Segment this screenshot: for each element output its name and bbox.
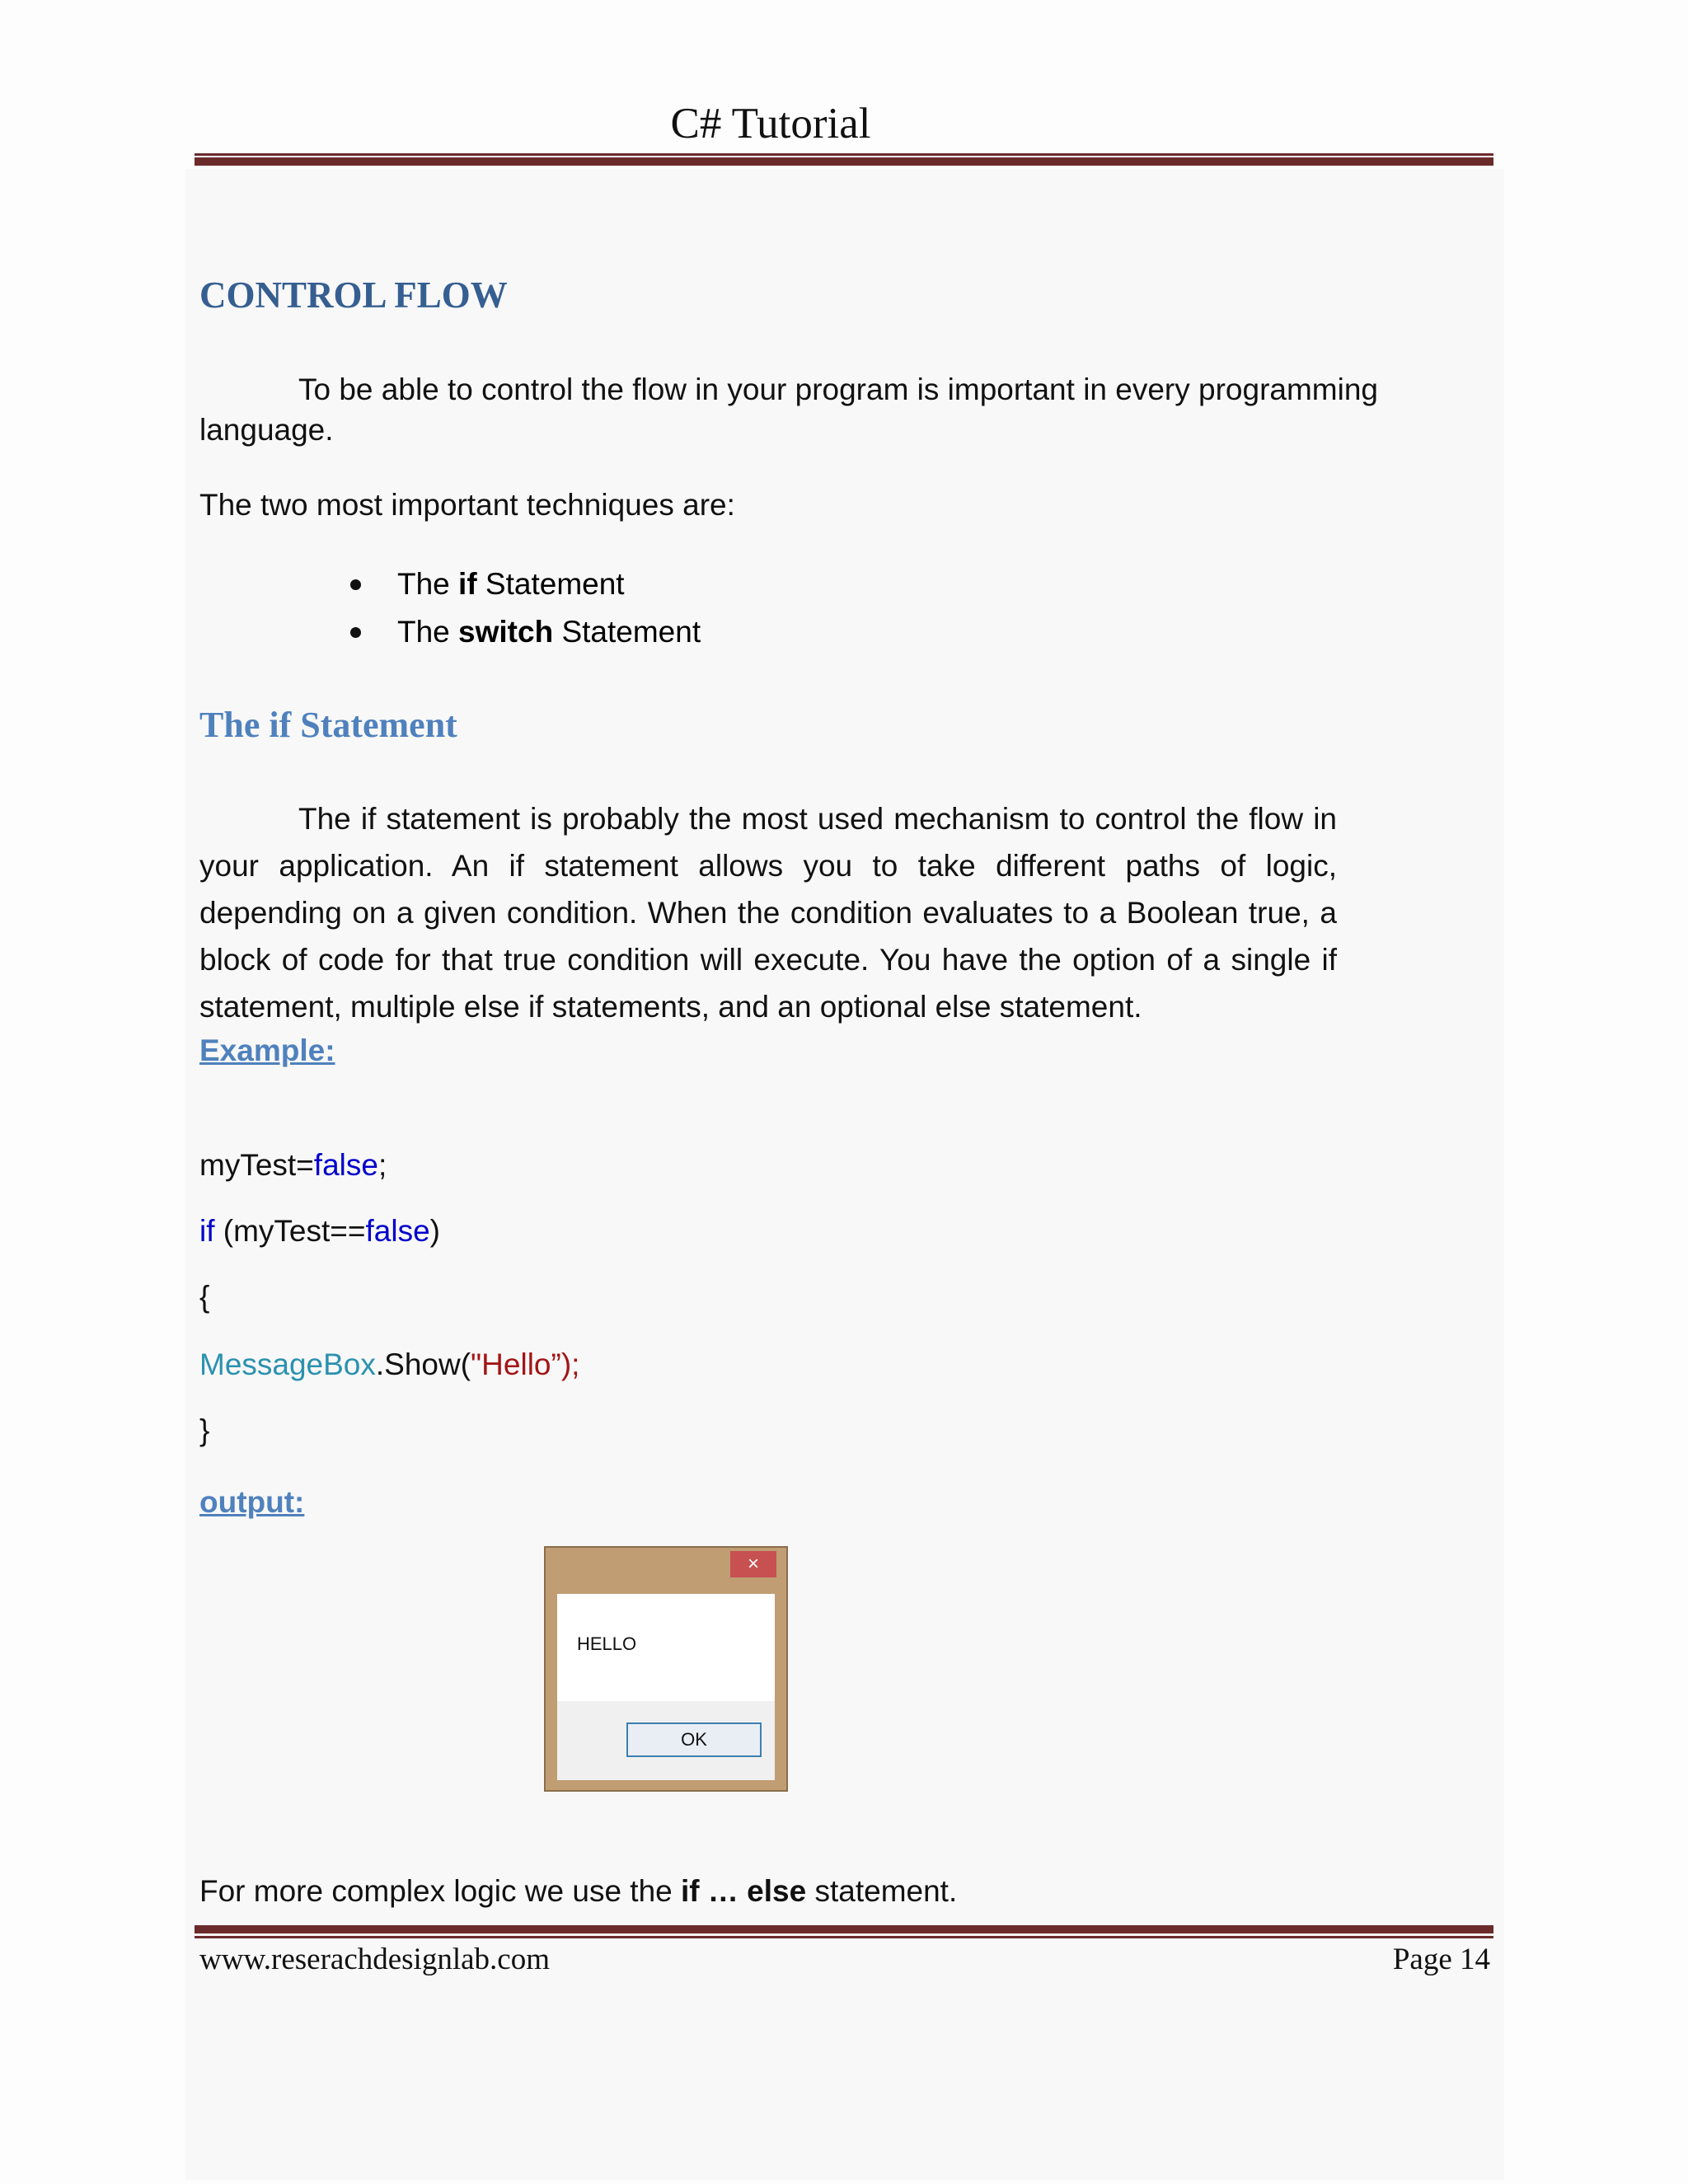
closing-sentence: For more complex logic we use the if … else statement. <box>199 1874 958 1908</box>
example-label: Example: <box>199 1033 335 1067</box>
output-label: output: <box>199 1485 305 1519</box>
header-rule-thick <box>195 157 1493 166</box>
code-line-2: if (myTest==false) <box>199 1214 440 1248</box>
list-item: The switch Statement <box>346 608 701 656</box>
code-line-4: MessageBox.Show("Hello”); <box>199 1347 580 1381</box>
header-rule-thin <box>195 153 1493 156</box>
ok-button[interactable]: OK <box>626 1722 762 1757</box>
message-box-window <box>544 1546 788 1792</box>
bullet-icon <box>350 579 361 590</box>
footer-page-number: Page 14 <box>1392 1943 1490 1976</box>
footer-website: www.reserachdesignlab.com <box>199 1943 550 1976</box>
intro-paragraph-line1: To be able to control the flow in your program is important in every programming <box>298 373 1378 406</box>
section-heading: CONTROL FLOW <box>199 274 508 316</box>
code-line-3: { <box>199 1280 210 1314</box>
techniques-list <box>346 560 701 656</box>
message-box-content <box>557 1594 775 1780</box>
header-title: C# Tutorial <box>670 100 871 148</box>
techniques-intro: The two most important techniques are: <box>199 488 735 522</box>
code-line-1: myTest=false; <box>199 1148 387 1182</box>
message-box-text-area <box>557 1594 775 1701</box>
message-box-text: HELLO <box>577 1633 637 1654</box>
code-line-5: } <box>199 1413 210 1447</box>
subsection-heading: The if Statement <box>199 705 457 745</box>
intro-paragraph-line2: language. <box>199 413 334 447</box>
bullet-icon <box>350 627 361 638</box>
footer-rule-thin <box>195 1936 1493 1938</box>
if-statement-paragraph: The if statement is probably the most used mechanism to control the flow in your application. An if statement allows you to take different paths of logic, depending on a given condition. When the condition evaluates to a Boolean true, a block of code for that true condition will execute. You have the option of a single if statement, multiple else if statements, and an optional else statement. <box>199 802 1337 1024</box>
list-item: The if Statement <box>346 560 701 608</box>
close-icon[interactable]: × <box>730 1551 776 1577</box>
footer-rule-thick <box>195 1925 1493 1933</box>
